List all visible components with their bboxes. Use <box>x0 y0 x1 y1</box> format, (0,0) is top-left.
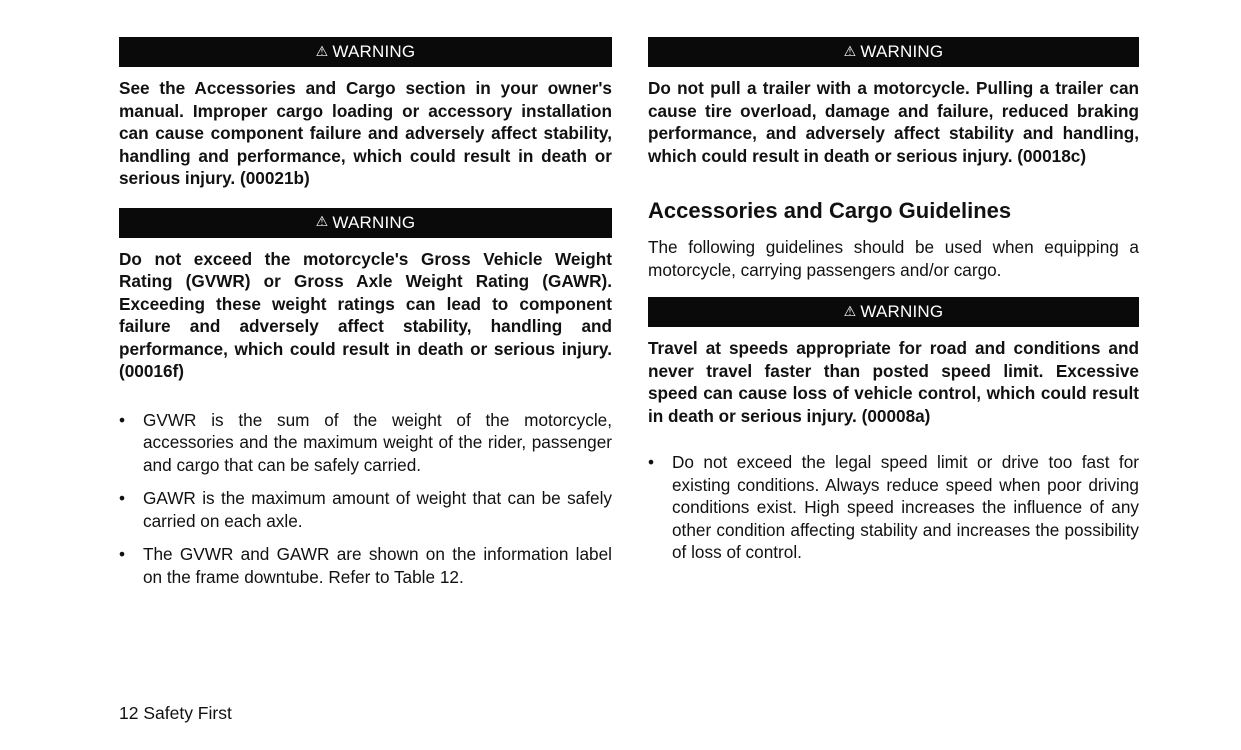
list-item-text: The GVWR and GAWR are shown on the information label on the frame downtube. Refer to Table 12. <box>143 544 612 587</box>
warning-label: WARNING <box>860 42 944 61</box>
list-item <box>119 487 612 532</box>
bullet-list <box>119 409 612 589</box>
warning-banner <box>119 208 612 238</box>
warning-text: Travel at speeds appropriate for road and conditions and never travel faster than posted speed limit. Excessive speed can cause loss of vehicle control, which could result in death or serious injury. (00008a) <box>648 338 1139 426</box>
section-heading: Accessories and Cargo Guidelines <box>648 198 1012 223</box>
list-item-text: GVWR is the sum of the weight of the motorcycle, accessories and the maximum weight of the rider, passenger and cargo that can be safely carried. <box>143 409 612 475</box>
bullet-icon: • <box>648 452 655 472</box>
warning-banner <box>119 37 612 67</box>
warning-triangle-icon: ⚠ <box>315 42 329 59</box>
list-item <box>648 451 1139 564</box>
list-item-text: GAWR is the maximum amount of weight that can be safely carried on each axle. <box>143 488 612 531</box>
warning-text: See the Accessories and Cargo section in your owner's manual. Improper cargo loading or accessory installation can cause component failure and adversely affect stability, handling and performance, which could result in death or serious injury. (00021b) <box>119 78 612 188</box>
bullet-icon: • <box>119 409 126 430</box>
warning-banner <box>648 37 1139 67</box>
warning-label: WARNING <box>332 212 416 232</box>
warning-triangle-icon: ⚠ <box>315 213 329 229</box>
warning-text: Do not exceed the motorcycle's Gross Vehicle Weight Rating (GVWR) or Gross Axle Weight Rating (GAWR). Exceeding these weight ratings can lead to component failure and adversely affect stability, handling and performance, which could result in death or serious injury. (00016f) <box>119 248 612 381</box>
page-footer: 12 Safety First <box>119 703 232 723</box>
warning-label: WARNING <box>332 42 416 61</box>
bullet-icon: • <box>119 544 126 564</box>
bullet-icon: • <box>119 488 126 508</box>
warning-banner <box>648 297 1139 327</box>
right-column <box>648 37 1139 564</box>
list-item-text: Do not exceed the legal speed limit or drive too fast for existing conditions. Always reduce speed when poor driving conditions exist. High speed increases the influence of any other condition affecting stability and increases the possibility of loss of control. <box>672 452 1139 562</box>
list-item <box>119 543 612 588</box>
warning-triangle-icon: ⚠ <box>843 42 857 59</box>
intro-paragraph: The following guidelines should be used when equipping a motorcycle, carrying passengers and/or cargo. <box>648 237 1139 280</box>
left-column <box>119 37 612 588</box>
warning-text: Do not pull a trailer with a motorcycle. Pulling a trailer can cause tire overload, damage and failure, reduced braking performance, and adversely affect stability and handling, which could result in death or serious injury. (00018c) <box>648 78 1139 166</box>
warning-triangle-icon: ⚠ <box>843 302 857 319</box>
warning-label: WARNING <box>860 302 944 321</box>
bullet-list <box>648 451 1139 564</box>
list-item <box>119 409 612 477</box>
